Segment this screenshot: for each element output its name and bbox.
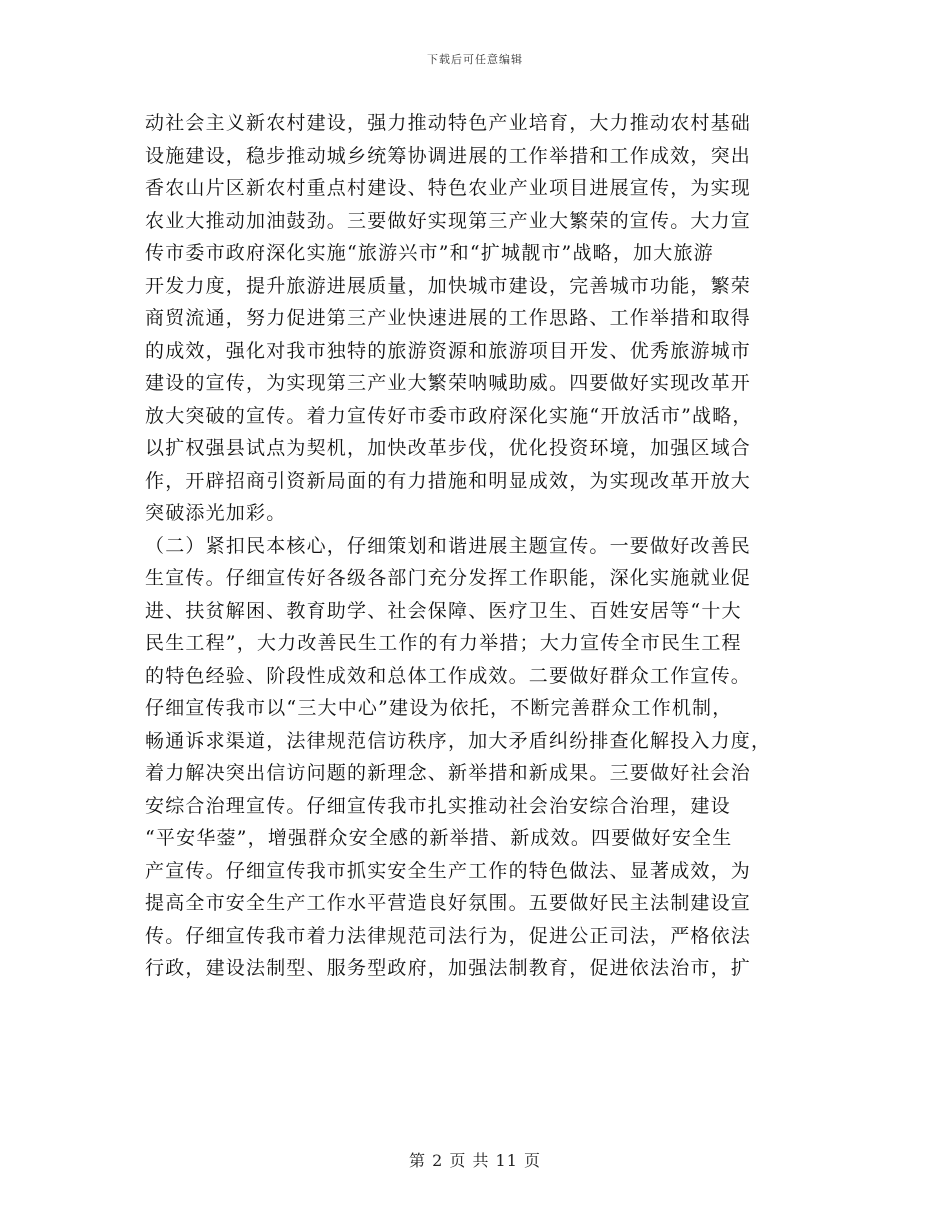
text-line: 的成效，强化对我市独特的旅游资源和旅游项目开发、优秀旅游城市 [145,339,752,362]
text-line: 作，开辟招商引资新局面的有力措施和明显成效，为实现改革开放大 [145,469,752,492]
text-line: 提高全市安全生产工作水平营造良好氛围。五要做好民主法制建设宣 [145,892,752,914]
text-line: 行政，建设法制型、服务型政府，加强法制教育，促进依法治市，扩 [145,957,752,979]
body-text [145,107,805,985]
text-line: 放大突破的宣传。着力宣传好市委市政府深化实施“开放活市”战略， [145,404,753,427]
text-line: 的特色经验、阶段性成效和总体工作成效。二要做好群众工作宣传。 [145,664,752,687]
text-line: 传市委市政府深化实施“旅游兴市”和“扩城靓市”战略，加大旅游 [145,242,714,264]
text-line: 开发力度，提升旅游进展质量，加快城市建设，完善城市功能，繁荣 [145,274,752,297]
text-line: 设施建设，稳步推动城乡统筹协调进展的工作举措和工作成效，突出 [145,144,752,167]
text-line: 建设的宣传，为实现第三产业大繁荣呐喊助威。四要做好实现改革开 [145,372,752,394]
page-number: 第 2 页 共 11 页 [409,1151,541,1170]
text-line: 畅通诉求渠道，法律规范信访秩序，加大矛盾纠纷排查化解投入力度， [145,729,772,752]
text-line: 传。仔细宣传我市着力法律规范司法行为，促进公正司法，严格依法 [145,924,752,947]
text-line: 香农山片区新农村重点村建设、特色农业产业项目进展宣传，为实现 [145,177,752,199]
text-line: 产宣传。仔细宣传我市抓实安全生产工作的特色做法、显著成效，为 [145,859,752,882]
text-line: 商贸流通，努力促进第三产业快速进展的工作思路、工作举措和取得 [145,307,752,329]
text-line: 生宣传。仔细宣传好各级各部门充分发挥工作职能，深化实施就业促 [145,567,752,589]
section-heading-line: （二）紧扣民本核心，仔细策划和谐进展主题宣传。一要做好改善民 [145,534,752,557]
text-line: 动社会主义新农村建设，强力推动特色产业培育，大力推动农村基础 [145,112,752,134]
text-line: 着力解决突出信访问题的新理念、新举措和新成果。三要做好社会治 [145,762,752,784]
running-header: 下载后可任意编辑 [427,53,523,66]
text-line: 以扩权强县试点为契机，加快改革步伐，优化投资环境，加强区域合 [145,437,752,459]
text-line: 安综合治理宣传。仔细宣传我市扎实推动社会治安综合治理，建设 [145,794,731,817]
text-line: 突破添光加彩。 [145,502,287,524]
text-line: 农业大推动加油鼓劲。三要做好实现第三产业大繁荣的宣传。大力宣 [145,209,752,232]
text-line: 仔细宣传我市以“三大中心”建设为依托，不断完善群众工作机制， [145,697,733,719]
text-line: “平安华蓥”，增强群众安全感的新举措、新成效。四要做好安全生 [145,827,733,849]
text-line: 进、扶贫解困、教育助学、社会保障、医疗卫生、百姓安居等“十大 [145,599,742,622]
text-line: 民生工程”，大力改善民生工作的有力举措；大力宣传全市民生工程 [145,632,742,654]
